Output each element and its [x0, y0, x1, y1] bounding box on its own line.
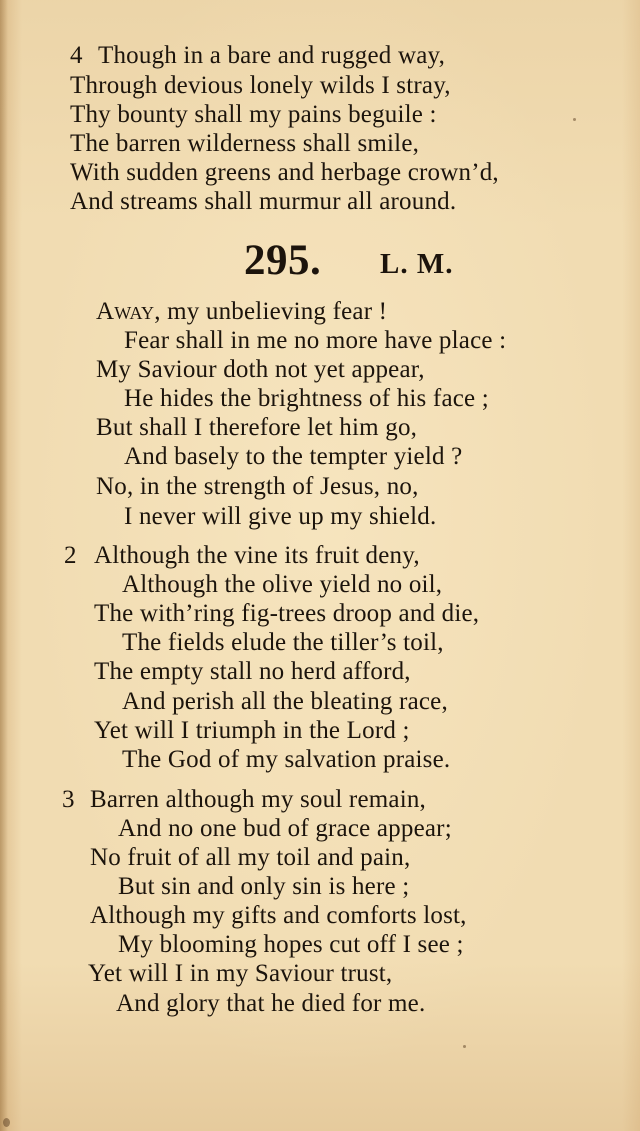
verse-line: And basely to the tempter yield ?	[124, 443, 463, 470]
verse-line: The with’ring fig-trees droop and die,	[94, 600, 480, 627]
page-edge-shadow	[0, 0, 8, 1131]
hymn-number: 295.	[244, 237, 322, 284]
verse-line: The empty stall no herd afford,	[94, 658, 411, 685]
verse-line: Thy bounty shall my pains beguile :	[70, 101, 437, 128]
verse-line: And perish all the bleating race,	[122, 688, 448, 715]
hymn-meter: L. M.	[380, 248, 454, 280]
verse-number: 2	[64, 542, 77, 569]
first-word: Away,	[96, 298, 161, 325]
verse-line: Although my gifts and comforts lost,	[90, 902, 467, 929]
verse-line: And no one bud of grace appear;	[118, 815, 452, 842]
verse-line: My blooming hopes cut off I see ;	[118, 931, 464, 958]
verse-line: My Saviour doth not yet appear,	[96, 356, 425, 383]
hymn-heading	[0, 236, 640, 286]
paper-speck	[463, 1045, 466, 1048]
verse-line: The barren wilderness shall smile,	[70, 130, 420, 157]
verse-line: No fruit of all my toil and pain,	[90, 844, 411, 871]
verse-line: With sudden greens and herbage crown’d,	[70, 159, 499, 186]
verse-number: 3	[62, 786, 75, 813]
paper-speck	[3, 1118, 10, 1127]
first-line-rest: my unbelieving fear !	[160, 298, 388, 325]
verse-line: Barren although my soul remain,	[90, 786, 426, 813]
verse-line: Though in a bare and rugged way,	[98, 42, 446, 69]
verse-line: But shall I therefore let him go,	[96, 414, 418, 441]
verse-line: He hides the brightness of his face ;	[124, 385, 489, 412]
verse-line: I never will give up my shield.	[124, 503, 437, 530]
verse-line: Although the olive yield no oil,	[122, 571, 443, 598]
verse-line	[96, 297, 387, 326]
verse-line: Yet will I in my Saviour trust,	[88, 960, 393, 987]
verse-line: And streams shall murmur all around.	[70, 188, 457, 215]
verse-line: The fields elude the tiller’s toil,	[122, 629, 444, 656]
verse-number: 4	[70, 42, 83, 69]
paper-speck	[573, 118, 576, 121]
verse-line: Yet will I triumph in the Lord ;	[94, 717, 410, 744]
verse-line: And glory that he died for me.	[116, 990, 426, 1017]
verse-line: No, in the strength of Jesus, no,	[96, 473, 419, 500]
verse-line: Although the vine its fruit deny,	[94, 542, 420, 569]
verse-line: But sin and only sin is here ;	[118, 873, 410, 900]
verse-line: Through devious lonely wilds I stray,	[70, 72, 451, 99]
verse-line: Fear shall in me no more have place :	[124, 327, 507, 354]
verse-line: The God of my salvation praise.	[122, 746, 451, 773]
